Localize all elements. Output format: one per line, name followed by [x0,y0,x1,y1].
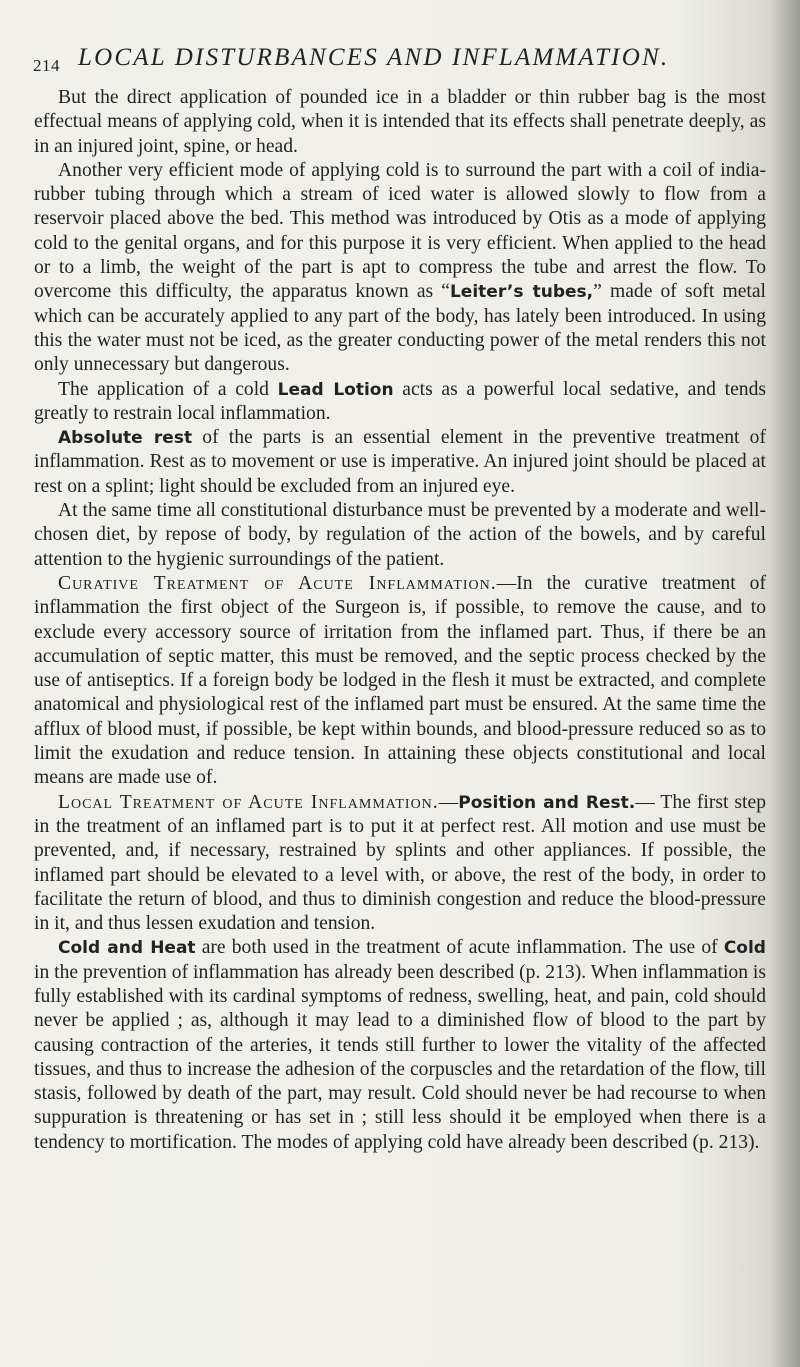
paragraph-text: in the prevention of inflammation has already been described (p. 213). When inflammation is fully established with its cardinal symptoms of redness, swelling, heat, and pain, cold should never be applied ; as, although it may lead to a diminished flow of blood to the part by causing contraction of the arteries, it tends still further to lower the vitality of the affected tissues, and thus to increase the adhesion of the corpuscles and the retardation of the flow, till stasis, followed by death of the part, may result. Cold should never be had recourse to when suppuration is threatening or has set in ; still less should it be employed when there is a tendency to mortification. The modes of applying cold have already been described (p. 213). [34,961,766,1153]
body-text [34,86,766,1155]
term-position-and-rest: Position and Rest. [458,792,636,813]
paragraph-ice-bladder [34,86,766,159]
paragraph-absolute-rest [34,426,766,499]
heading-dash: — [438,791,459,813]
section-heading-curative: Curative Treatment of Acute Inflammation. [58,572,497,594]
paragraph-text: Another very efficient mode of applying cold is to surround the part with a coil of india-rubber tubing through which a stream of iced water is allowed slowly to flow from a reservoir placed above the bed. This method was introduced by Otis as a mode of applying cold to the genital organs, and for this purpose it is very efficient. When applied to the head or to a limb, the weight of the part is apt to compress the tube and arrest the flow. To overcome this difficulty, the apparatus known as “ [34,159,766,303]
paragraph-text: ” made of soft metal which can be accurately applied to any part of the body, has lately been introduced. In using this the water must not be iced, as the greater conducting power of the metal renders this not only unnecessary but dangerous. [34,281,766,376]
term-lead-lotion: Lead Lotion [277,379,394,400]
paragraph-constitutional [34,499,766,572]
paragraph-cold-and-heat [34,936,766,1155]
paragraph-text: acts as a powerful local sedative, and tends greatly to restrain local inflammation. [34,378,767,424]
page-header [33,42,760,82]
paragraph-text: of the parts is an essential element in the preventive treatment of inflammation. Rest as to movement or use is imperative. An injured joint should be placed at rest on a splint; light should be excluded from an injured eye. [34,427,766,497]
paragraph-text: At the same time all constitutional disturbance must be prevented by a moderate and well-chosen diet, by repose of body, by regulation of the action of the bowels, and by careful attention to the hygienic surroundings of the patient. [34,500,766,570]
term-leiters-tubes: Leiter’s tubes, [449,282,594,303]
paragraph-local-treatment [34,791,766,937]
paragraph-text: The application of a cold [58,378,278,400]
term-cold: Cold [723,938,766,959]
paragraph-curative-treatment [34,572,766,791]
term-cold-and-heat: Cold and Heat [58,938,196,959]
running-title: LOCAL DISTURBANCES AND INFLAMMATION. [78,44,670,71]
paragraph-lead-lotion [34,378,766,427]
paragraph-text: — The first step in the treatment of an inflamed part is to put it at perfect rest. All motion and use must be prevented, and, if necessary, restrained by splints and other appliances. If possible, the inflamed part should be elevated to a level with, or above, the rest of the body, in order to facilitate the return of blood, and thus to diminish congestion and reduce the blood-pressure in it, and thus lessen exudation and tension. [34,791,766,935]
term-absolute-rest: Absolute rest [58,428,193,449]
paragraph-text: But the direct application of pounded ice in a bladder or thin rubber bag is the most effectual means of applying cold, when it is intended that its effects shall penetrate deeply, as in an injured joint, spine, or head. [34,87,766,157]
paragraph-text: —In the curative treatment of inflammation the first object of the Surgeon is, if possible, to remove the cause, and to exclude every accessory source of irritation from the inflamed part. Thus, if there be an accumulation of septic matter, this must be removed, and the septic process checked by the use of antiseptics. If a foreign body be lodged in the flesh it must be extracted, and complete anatomical and physiological rest of the inflamed part must be ensured. At the same time the afflux of blood must, if possible, be kept within bounds, and blood-pressure reduced so as to limit the exudation and reduce tension. In attaining these objects constitutional and local means are made use of. [34,572,766,789]
paragraph-india-rubber-tubing [34,159,766,378]
paragraph-text: are both used in the treatment of acute inflammation. The use of [195,937,724,959]
page-number: 214 [33,56,60,75]
section-heading-local: Local Treatment of Acute Inflammation. [58,791,439,813]
